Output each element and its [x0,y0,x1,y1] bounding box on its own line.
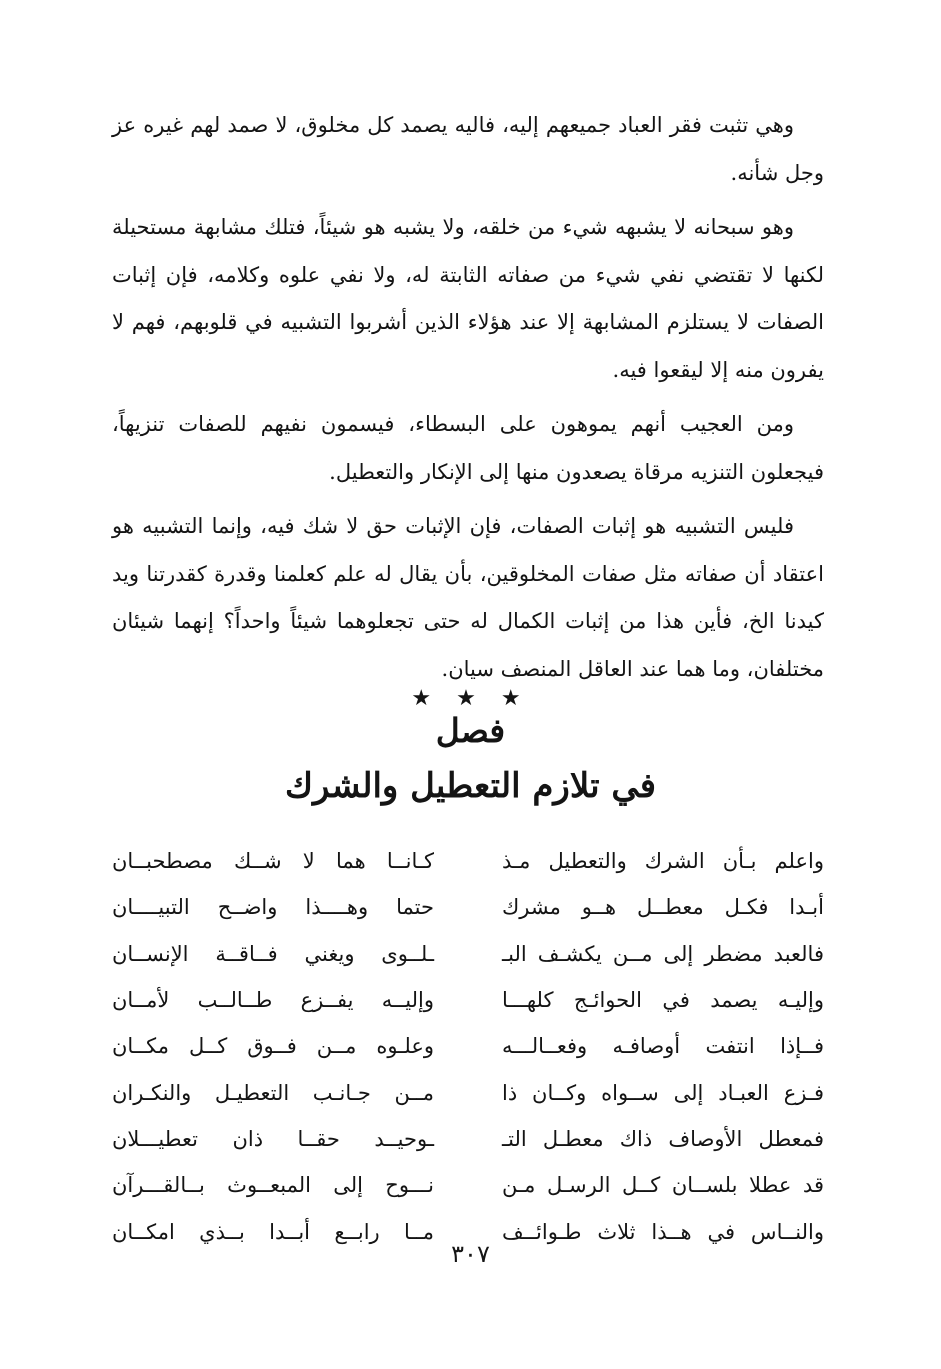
first-hemistich: فـزع العبـاد إلى ســواه وكــان ذا [502,1080,824,1105]
poem-verse [112,1023,824,1069]
page-number: ٣٠٧ [451,1240,490,1268]
paragraph: ومن العجيب أنهم يموهون على البسطاء، فيسمون نفيهم للصفات تنزيهاً، فيجعلون التنزيه مرقاة يصعدون منها إلى الإنكار والتعطيل. [112,412,824,484]
first-hemistich: قد عطلا بلســان كــل الرسـل مـن [502,1173,824,1198]
poem-verse [112,1162,824,1208]
first-hemistich: فالعبد مضطر إلى مــن يكشـف البـ [502,941,824,966]
poem-verse [112,931,824,977]
first-hemistich: واعلم بـأن الشرك والتعطيل مـذ [502,849,824,874]
first-hemistich: وإليـه يصمد في الحوائـج كلهـــا [502,988,824,1013]
second-hemistich: مــا رابــع أبــدا بــذي امكــان [112,1219,434,1244]
section-separator: ★ ★ ★ [411,686,530,711]
first-hemistich: والنــاس في هــذا ثلاث طـوائــف [502,1219,824,1244]
second-hemistich: ـوحيــد حقــا ذان تعطيـــلان [112,1126,434,1151]
second-hemistich: وعلـوه مــن فــوق كــل مكــان [112,1034,434,1059]
poem [112,838,824,1255]
poem-verse [112,884,824,930]
paragraph: فليس التشبيه هو إثبات الصفات، فإن الإثبات حق لا شك فيه، وإنما التشبيه هو اعتقاد أن صفاته مثل صفات المخلوقين، بأن يقال له علم كعلمنا وقدرة كقدرتنا ويد كيدنا الخ، فأين هذا من إثبات الكمال له حتى تجعلوهما شيئاً واحداً؟ إنهما شيئان مختلفان، وما هما عند العاقل المنصف سيان. [112,514,824,681]
paragraph: وهي تثبت فقر العباد جميعهم إليه، فاليه يصمد كل مخلوق، لا صمد لهم غيره عز وجل شأنه. [112,113,824,185]
first-hemistich: فمعطل الأوصاف ذاك معطـل التـ [502,1126,824,1151]
second-hemistich: ـلــوى ويغني فــاقــة الإنســان [112,941,434,966]
first-hemistich: أبـدا فكـل معطــل هــو مشرك [502,895,824,920]
poem-verse [112,838,824,884]
first-hemistich: فــإذا انتفت أوصافـه وفعــالـــه [502,1034,824,1059]
section-heading: فصل [435,711,506,750]
prose-body [112,102,824,700]
second-hemistich: حتما وهــــذا واضــح التبيــــان [112,895,434,920]
section-title: في تلازم التعطيل والشرك [284,766,657,806]
second-hemistich: مــن جـانـب التعطيـل والنكـران [112,1080,434,1105]
poem-verse [112,977,824,1023]
poem-verse [112,1069,824,1115]
paragraph: وهو سبحانه لا يشبهه شيء من خلقه، ولا يشبه هو شيئاً، فتلك مشابهة مستحيلة لكنها لا تقتضي نفي شيء من صفاته الثابتة له، ولا نفي علوه وكلامه، فإن إثبات الصفات لا يستلزم المشابهة إلا عند هؤلاء الذين أشربوا التشبيه في قلوبهم، فهم لا يفرون منه إلا ليقعوا فيه. [112,215,824,382]
second-hemistich: كـانــا هما لا شــك مصطحبــان [112,849,434,874]
second-hemistich: وإليــه يفــزع طــالــب لأمــان [112,988,434,1013]
poem-verse [112,1116,824,1162]
second-hemistich: نـــوح إلى المبعــوث بــالقـــرآن [112,1173,434,1198]
